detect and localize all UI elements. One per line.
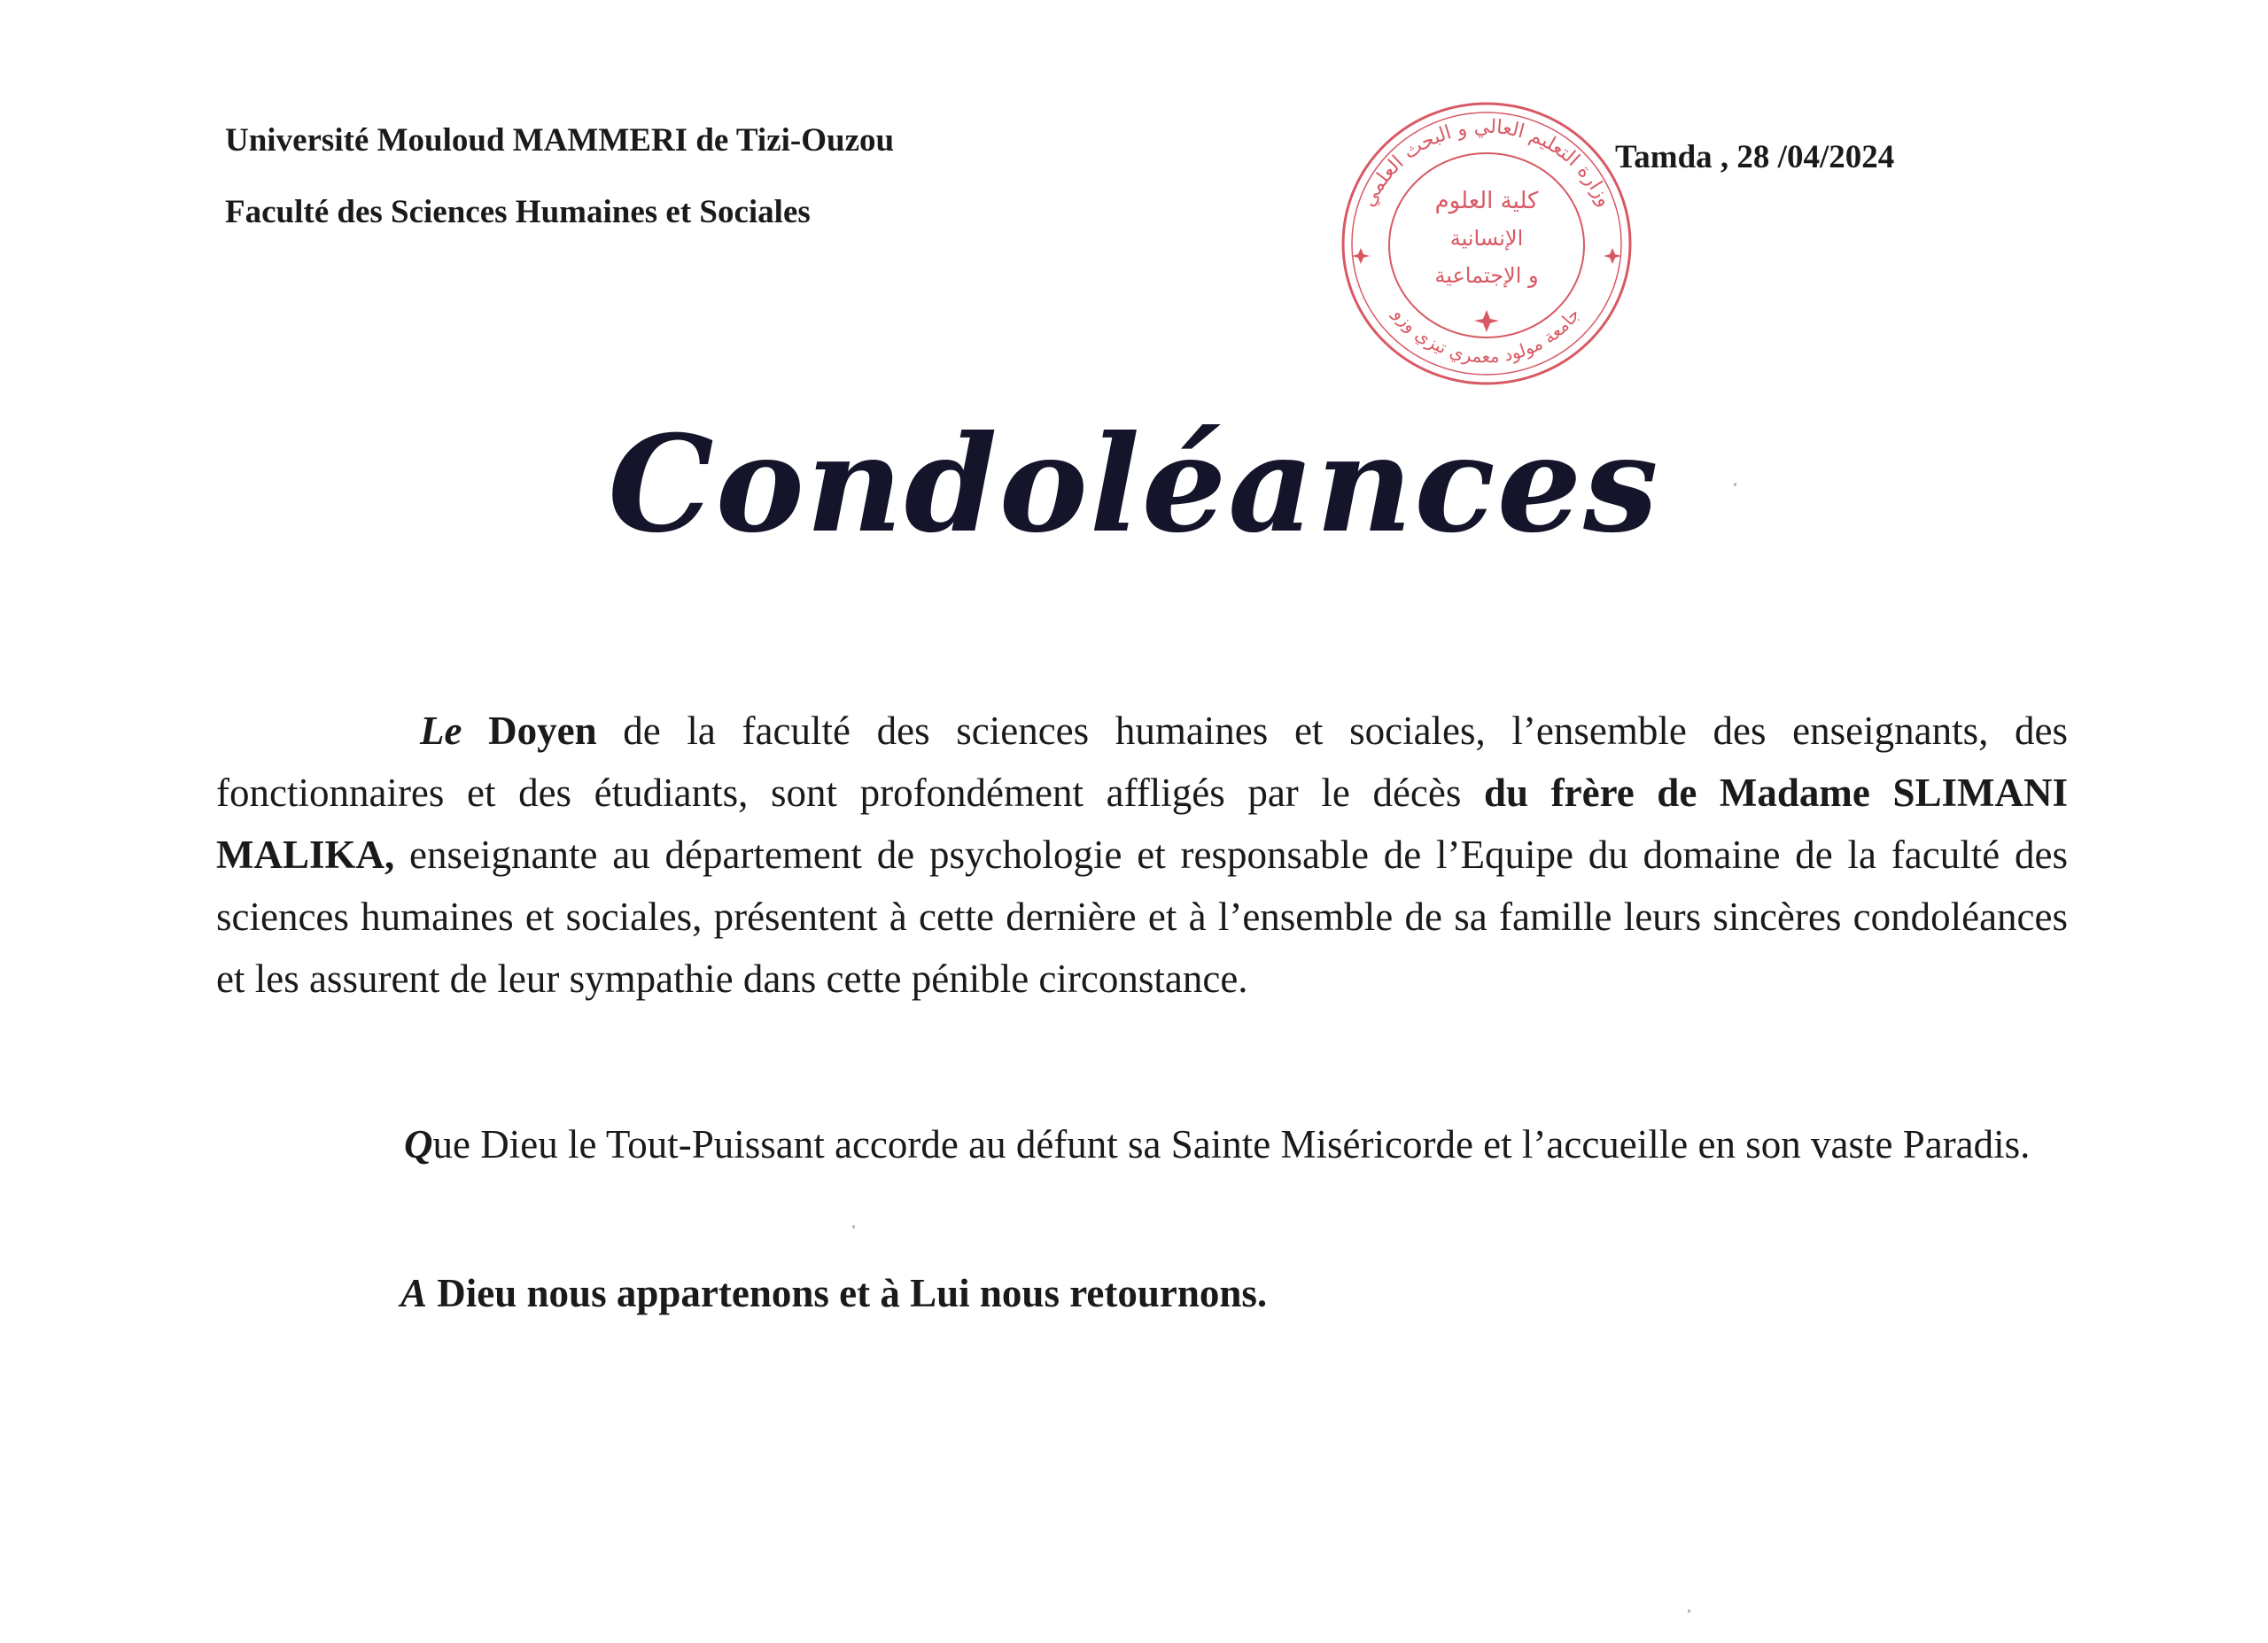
closing-initial: A	[400, 1271, 428, 1315]
institution-header	[225, 124, 894, 229]
prayer-text: ue Dieu le Tout-Puissant accorde au défunt sa Sainte Miséricorde et l’accueille en son vaste Paradis.	[432, 1122, 2031, 1166]
seal-bottom-text: جامعة مولود معمري تيزي وزو	[1388, 303, 1585, 368]
faculty-seal-stamp	[1336, 93, 1637, 394]
university-name: Université Mouloud MAMMERI de Tizi-Ouzou	[225, 122, 895, 159]
scan-speck	[1688, 1609, 1690, 1613]
paragraph1-text-a: de la faculté des sciences humaines et sociales, l’ensemble des enseignants, des fonctionnaires et des étudiants, sont profondément affligés par le décès	[216, 709, 2068, 815]
seal-star-icon	[1474, 310, 1499, 332]
lead-word: Le	[420, 709, 462, 753]
seal-inner-line1: كلية العلوم	[1434, 188, 1539, 214]
closing-text: Dieu nous appartenons et à Lui nous retournons.	[427, 1271, 1268, 1315]
prayer-paragraph	[216, 1113, 2068, 1175]
prayer-initial: Q	[404, 1122, 433, 1166]
seal-star-icon	[1604, 248, 1621, 264]
seal-inner-line3: و الإجتماعية	[1434, 263, 1539, 288]
faculty-name: Faculté des Sciences Humaines et Sociales	[225, 194, 811, 230]
document-title: Condoléances	[608, 407, 1660, 562]
seal-star-icon	[1352, 248, 1370, 264]
closing-line	[400, 1262, 1267, 1324]
seal-outer-text: وزارة التعليم العالي و البحث العلمي	[1357, 115, 1616, 211]
paragraph1-text-b: enseignante au département de psychologie et responsable de l’Equipe du domaine de la faculté des sciences humaines et sociales, présentent à cette dernière et à l’ensemble de sa famille leurs sincères condoléances et les assurent de leur sympathie dans cette pénible circonstance.	[216, 833, 2068, 1001]
scan-speck	[852, 1225, 855, 1228]
seal-inner-line2: الإنسانية	[1449, 226, 1524, 251]
bereaved-name: du frère de Madame SLIMANI MALIKA,	[216, 771, 2068, 877]
scan-speck	[1734, 483, 1736, 486]
condolence-paragraph	[216, 700, 2068, 1010]
document-date: Tamda , 28 /04/2024	[1615, 139, 1895, 175]
doyen-word: Doyen	[462, 709, 597, 753]
